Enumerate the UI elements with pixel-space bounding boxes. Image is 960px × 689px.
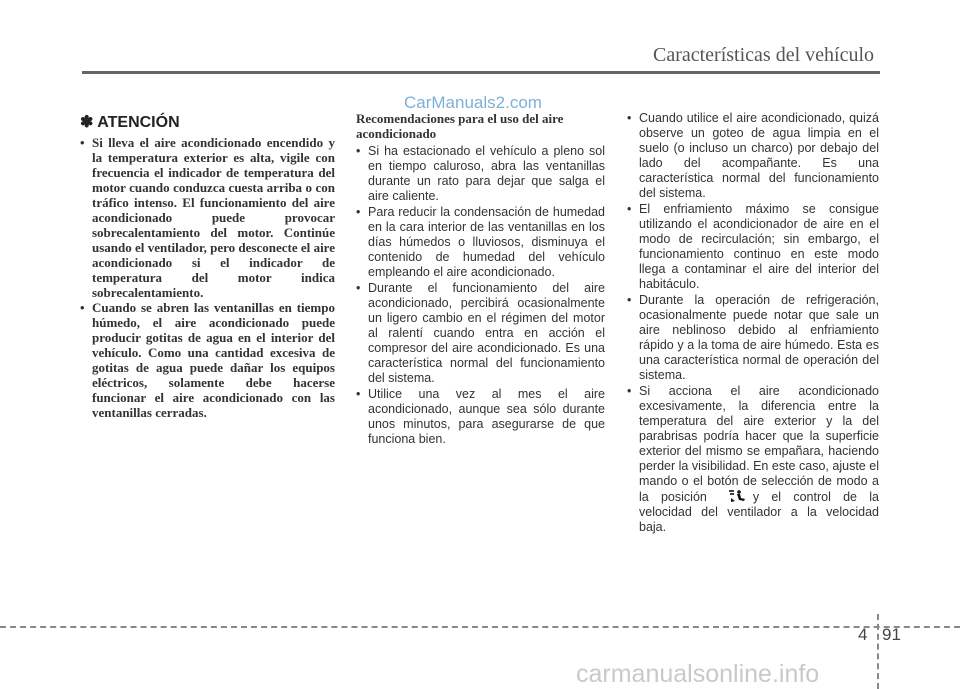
attention-item: • Si lleva el aire acondicionado encendido y la temperatura exterior es alta, vigile con frecuencia el indicador de temperatura del motor cuando conduzca cuesta arriba o con tráfico intenso. El funcionamiento del aire acondicionado puede provocar sobrecalentamiento del motor. Continúe usando el ventilador, pero desconecte el aire acondicionado si el indicador de temperatura del motor indica sobrecalentamiento. bbox=[80, 135, 335, 300]
tip-item: • Cuando utilice el aire acondicionado, quizá observe un goteo de agua limpia en el suelo (o incluso un charco) por debajo del lado del acompañante. Es una característica normal del funcionamiento del sistema. bbox=[627, 111, 879, 201]
defrost-floor-mode-icon bbox=[727, 489, 747, 503]
recommendations-column bbox=[356, 111, 605, 448]
footer-divider bbox=[877, 614, 879, 689]
watermark-top: CarManuals2.com bbox=[404, 93, 542, 112]
tip-item: • El enfriamiento máximo se consigue utilizando el acondicionador de aire en el modo de recirculación; sin embargo, el funcionamiento continuo en este modo llega a contaminar el aire del interior del habitáculo. bbox=[627, 202, 879, 292]
watermark-bottom: carmanualsonline.info bbox=[576, 660, 820, 688]
tips-column bbox=[627, 111, 879, 536]
tip-text-before-icon: Si acciona el aire acondicionado excesivamente, la diferencia entre la temperatura del aire exterior y la del parabrisas podría hacer que la superficie exterior del mismo se empañara, haciendo perder la visibilidad. En este caso, ajuste el mando o el botón de selección de modo a la posición bbox=[639, 384, 879, 504]
chapter-number: 4 bbox=[858, 625, 868, 644]
attention-list bbox=[80, 135, 335, 420]
recommendations-list bbox=[356, 144, 605, 447]
header-rule bbox=[82, 71, 880, 74]
recommendation-item: • Durante el funcionamiento del aire acondicionado, percibirá ocasionalmente un ligero cambio en el régimen del motor al ralentí cuando entra en acción el compresor del aire acondicionado. Es una característica normal del funcionamiento del sistema. bbox=[356, 281, 605, 386]
tip-item-with-icon bbox=[627, 384, 879, 535]
section-title: Características del vehículo bbox=[652, 44, 874, 66]
recommendations-title: Recomendaciones para el uso del aire acondicionado bbox=[356, 111, 564, 141]
attention-column bbox=[80, 112, 335, 420]
attention-title: ✽ ATENCIÓN bbox=[80, 114, 180, 131]
tips-list bbox=[627, 111, 879, 535]
tip-item: • Durante la operación de refrigeración, ocasionalmente puede notar que sale un aire neblinoso debido al enfriamiento rápido y a la toma de aire húmedo. Esta es una característica normal de operación del sistema. bbox=[627, 293, 879, 383]
page-number: 91 bbox=[882, 625, 901, 644]
recommendation-item: • Utilice una vez al mes el aire acondicionado, aunque sea sólo durante unos minutos, para asegurarse de que funciona bien. bbox=[356, 387, 605, 447]
attention-item: • Cuando se abren las ventanillas en tiempo húmedo, el aire acondicionado puede producir gotitas de agua en el interior del vehículo. Como una cantidad excesiva de gotitas de agua puede dañar los equipos eléctricos, solamente debe hacerse funcionar el aire acondicionado con las ventanillas cerradas. bbox=[80, 300, 335, 420]
footer-rule bbox=[0, 626, 960, 628]
tip-text-after-icon: y el control de la velocidad del ventilador a la velocidad baja. bbox=[639, 490, 879, 534]
recommendation-item: • Si ha estacionado el vehículo a pleno sol en tiempo caluroso, abra las ventanillas durante un rato para dejar que salga el aire caliente. bbox=[356, 144, 605, 204]
recommendation-item: • Para reducir la condensación de humedad en la cara interior de las ventanillas en los días húmedos o lluviosos, disminuya el contenido de humedad del vehículo empleando el aire acondicionado. bbox=[356, 205, 605, 280]
